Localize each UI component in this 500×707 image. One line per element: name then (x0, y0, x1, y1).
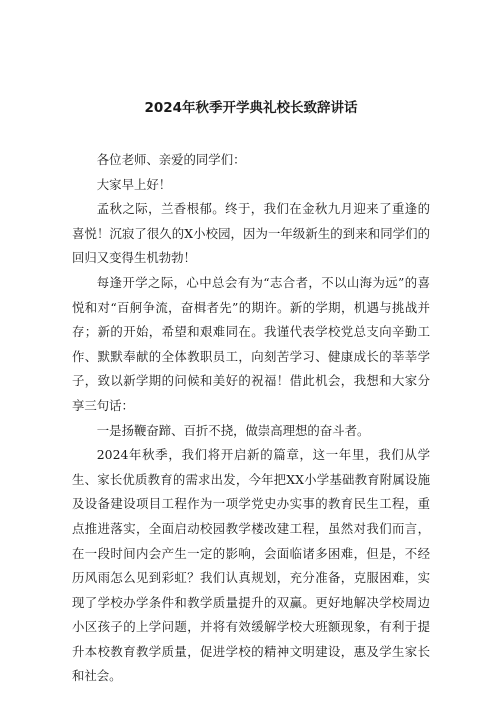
paragraph-wishes: 每逢开学之际，心中总会有为“志合者，不以山海为远”的喜悦和对“百舸争流，奋楫者先”的期许。新的学期，机遇与挑战并存；新的开始，希望和艰难同在。我谨代表学校党总支向辛勤工作、默默奉献的全体教职员工，向刻苦学习、健康成长的莘莘学子，致以新学期的问候和美好的祝福！借此机会，我想和大家分享三句话： (72, 274, 430, 413)
document-title: 2024年秋季开学典礼校长致辞讲话 (144, 100, 358, 116)
paragraph-opening: 孟秋之际，兰香根郁。终于，我们在金秋九月迎来了重逢的喜悦！沉寂了很久的X小校园，因为一年级新生的到来和同学们的回归又变得生机勃勃！ (72, 201, 430, 266)
paragraph-point-one: 一是扬鞭奋蹄、百折不挠，做崇高理想的奋斗者。 (96, 422, 370, 438)
greeting: 大家早上好！ (96, 176, 172, 192)
paragraph-progress: 2024年秋季，我们将开启新的篇章，这一年里，我们从学生、家长优质教育的需求出发，今年把XX小学基础教育附属设施及设备建设项目工程作为一项学党史办实事的教育民生工程，重点推进落实，全面启动校园教学楼改建工程，虽然对我们而言，在一段时间内会产生一定的影响，会面临诸多困难，但是，不经历风雨怎么见到彩虹？我们认真规划，充分准备，克服困难，实现了学校办学条件和教学质量提升的双赢。更好地解决学校周边小区孩子的上学问题，并将有效缓解学校大班额现象，有利于提升本校教育教学质量，促进学校的精神文明建设，惠及学生家长和社会。 (72, 447, 430, 684)
document-body (72, 148, 430, 689)
salutation: 各位老师、亲爱的同学们： (96, 152, 246, 167)
